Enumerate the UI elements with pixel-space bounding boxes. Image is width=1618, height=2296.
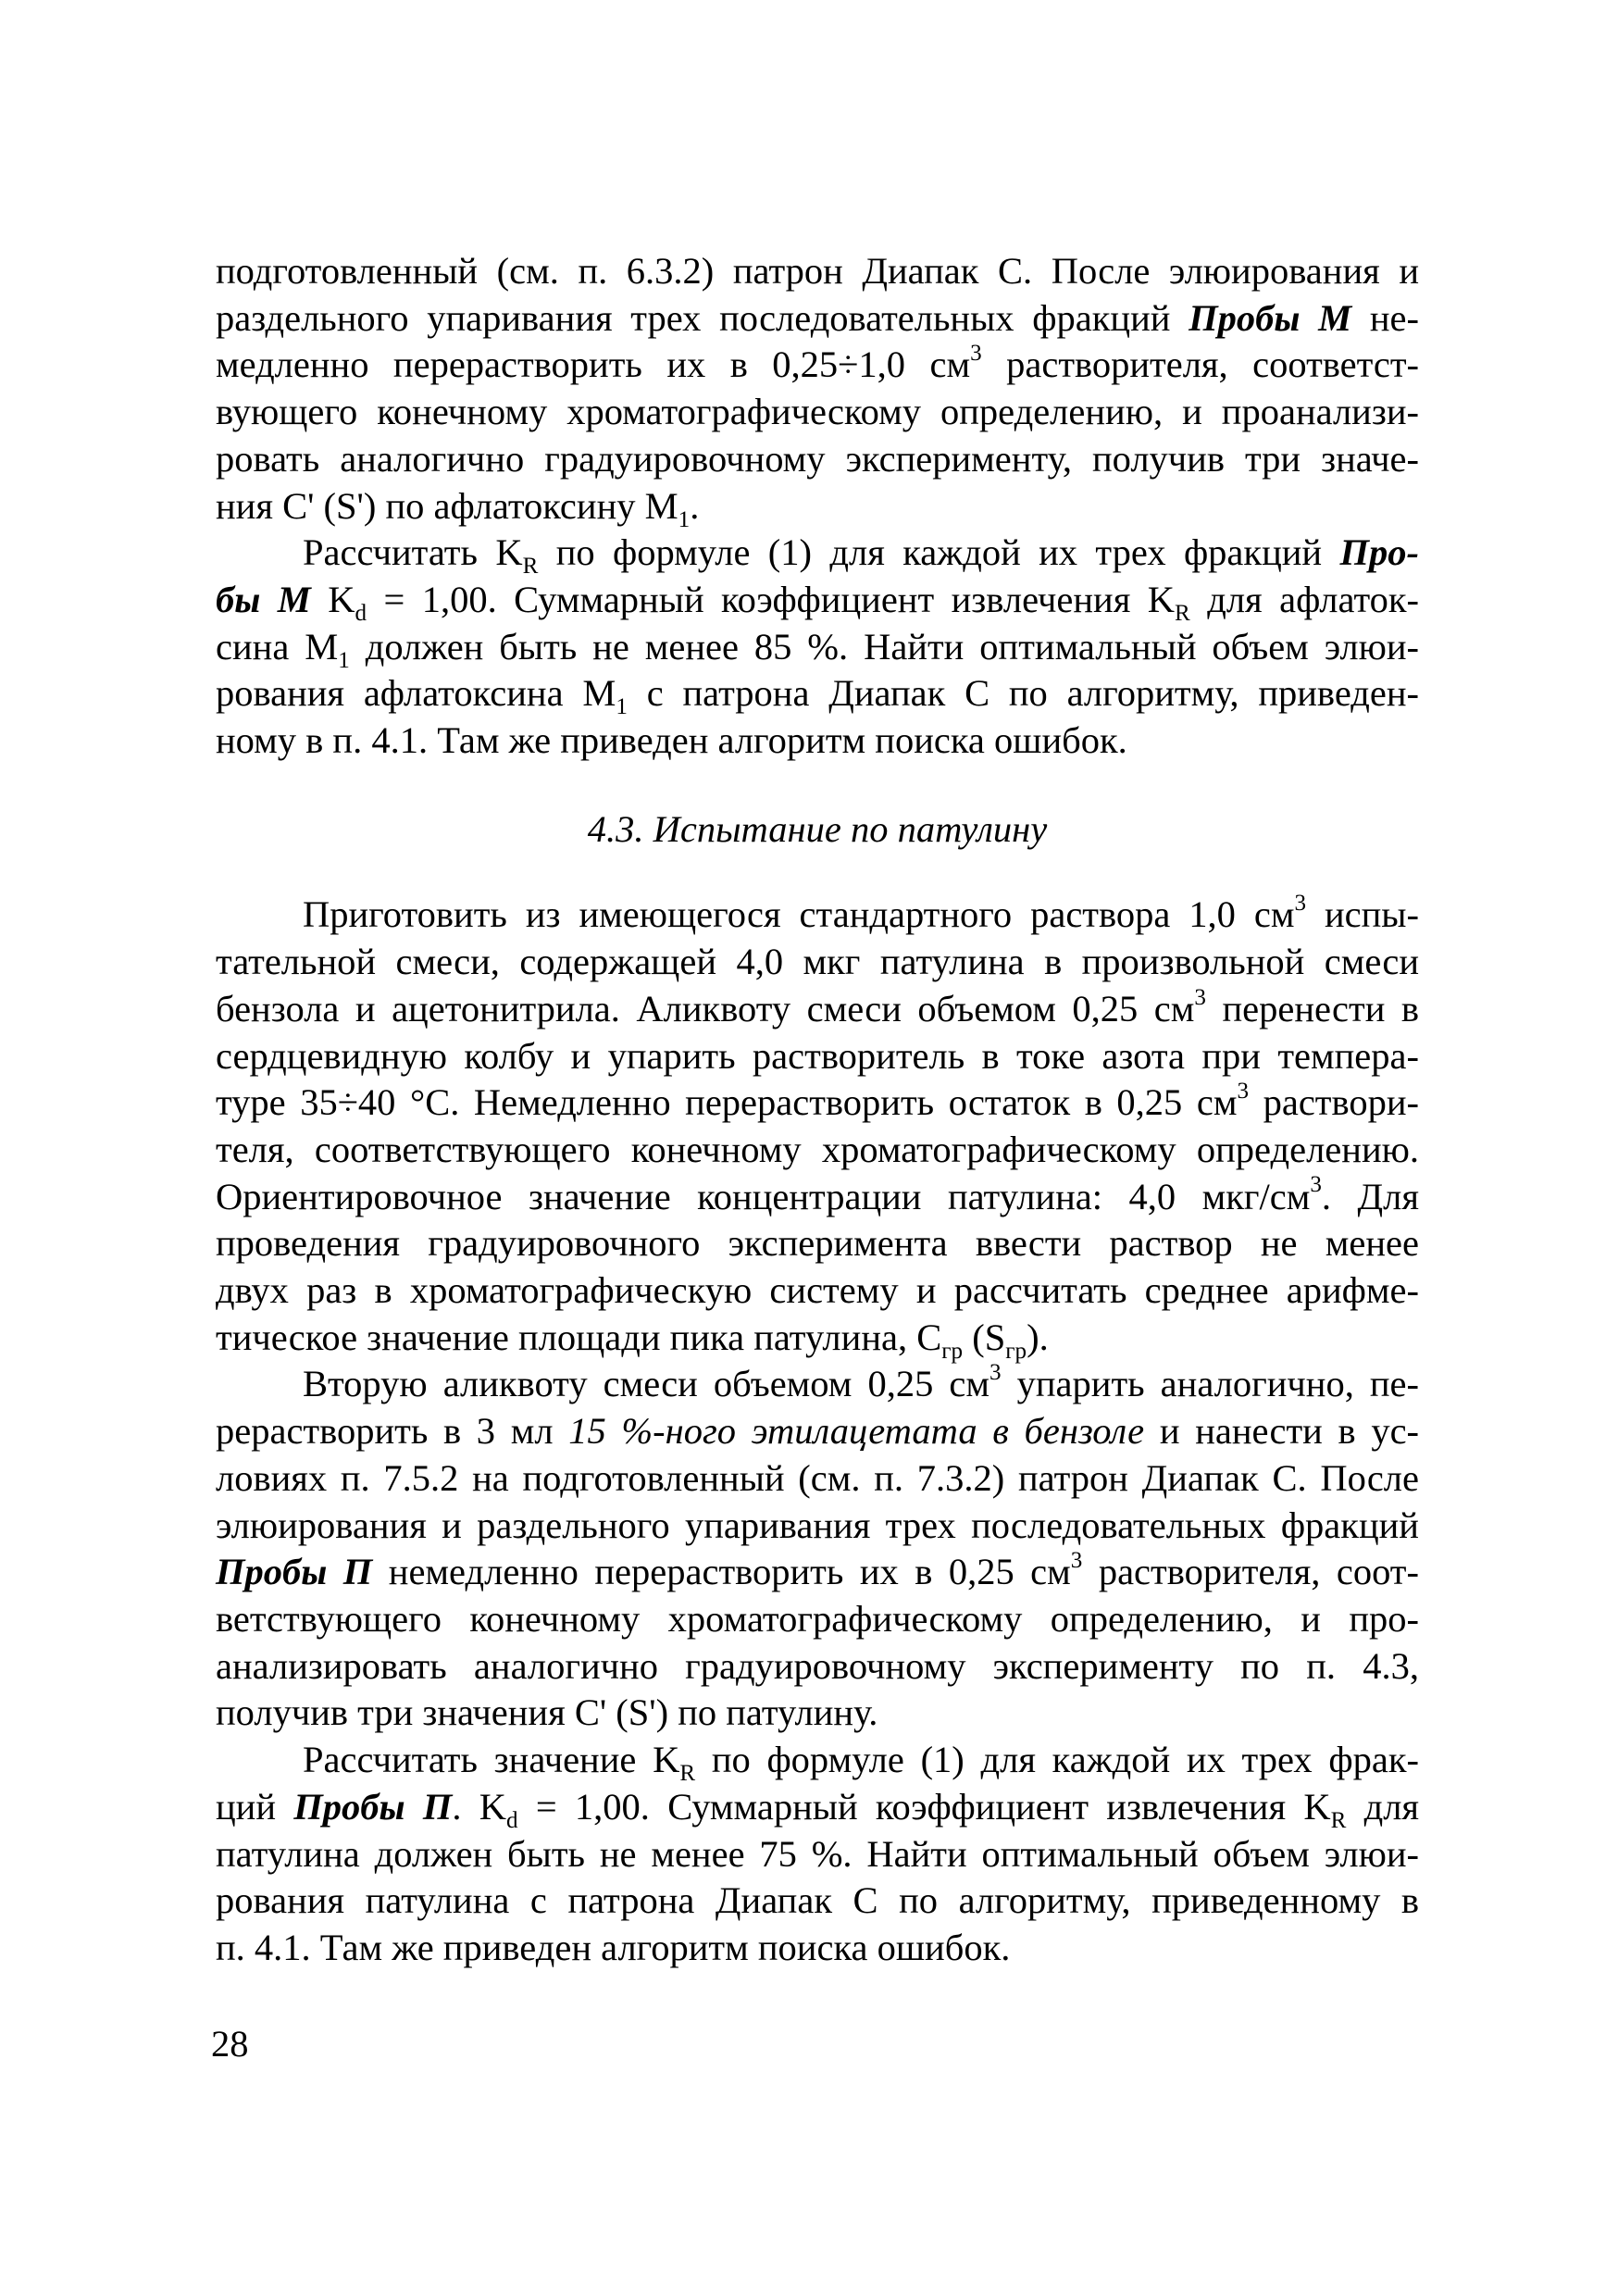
sample-m-label: Пробы М xyxy=(1189,296,1352,339)
paragraph-1: подготовленный (см. п. 6.3.2) патрон Диапак С. После элюирования и раздельного упаривания трех последовательных фракций Пробы М не- медленно перерастворить их в 0,25÷1,0 $см^3$ растворителя, соответст- вующего конечному хроматографическому определению, и проанализи- ровать аналогично градуировочному эксперименту, получив три значе- ния C' (S') по афлатоксину $M_1$. xyxy=(216,250,1420,532)
paragraph-2: Рассчитать $K_R$ по формуле (1) для каждой их трех фракций Про- бы М $K_d = 1,00$. Суммарный коэффициент извлечения $K_R$ для афлаток- сина $M_1$ должен быть не менее 85 %. Найти оптимальный объем элюи- рования афлатоксина $M_1$ с патрона Диапак С по алгоритму, приведен- ному в п. 4.1. Там же приведен алгоритм поиска ошибок. xyxy=(216,531,1420,762)
paragraph-5: Рассчитать значение $K_R$ по формуле (1) для каждой их трех фрак- ций Пробы П. $K_d = 1,00$. Суммарный коэффициент извлечения $K_R$ для патулина должен быть не менее 75 %. Найти оптимальный объем элюи- рования патулина с патрона Диапак С по алгоритму, приведенному в п. 4.1. Там же приведен алгоритм поиска ошибок. xyxy=(216,1739,1420,1968)
document-page xyxy=(216,248,1419,1972)
paragraph-4: Вторую аликвоту смеси объемом 0,25 $см^3$ упарить аналогично, пе- рерастворить в 3 мл 15 %-ного этилацетата в бензоле и нанести в ус- ловиях п. 7.5.2 на подготовленный (см. п. 7.3.2) патрон Диапак С. После элюирования и раздельного упаривания трех последовательных фракций Пробы П немедленно перерастворить их в 0,25 $см^3$ растворителя, соот- ветствующего конечному хроматографическому определению, и про- анализировать аналогично градуировочному эксперименту по п. 4.3, получив три значения C' (S') по патулину. xyxy=(216,1360,1420,1734)
page-number: 28 xyxy=(211,2023,249,2065)
sample-p-label: Пробы П xyxy=(216,1551,373,1593)
section-heading: 4.3. Испытание по патулину xyxy=(587,807,1048,850)
paragraph-3: Приготовить из имеющегося стандартного раствора 1,0 $см^3$ испы- тательной смеси, содержащей 4,0 мкг патулина в произвольной смеси бензола и ацетонитрила. Аликвоту смеси объемом 0,25 $см^3$ перенести в сердцевидную колбу и упарить растворитель в токе азота при темпера- туре 35÷40 °С. Немедленно перерастворить остаток в 0,25 $см^3$ раствори- теля, соответствующего конечному хроматографическому определению. Ориентировочное значение концентрации патулина: 4,0 мкг/$см^3$. Для проведения градуировочного эксперимента ввести раствор не менее двух раз в хроматографическую систему и рассчитать среднее арифме- тическое значение площади пика патулина, $C_{гр}$ $(S_{гр})$. xyxy=(216,891,1420,1364)
